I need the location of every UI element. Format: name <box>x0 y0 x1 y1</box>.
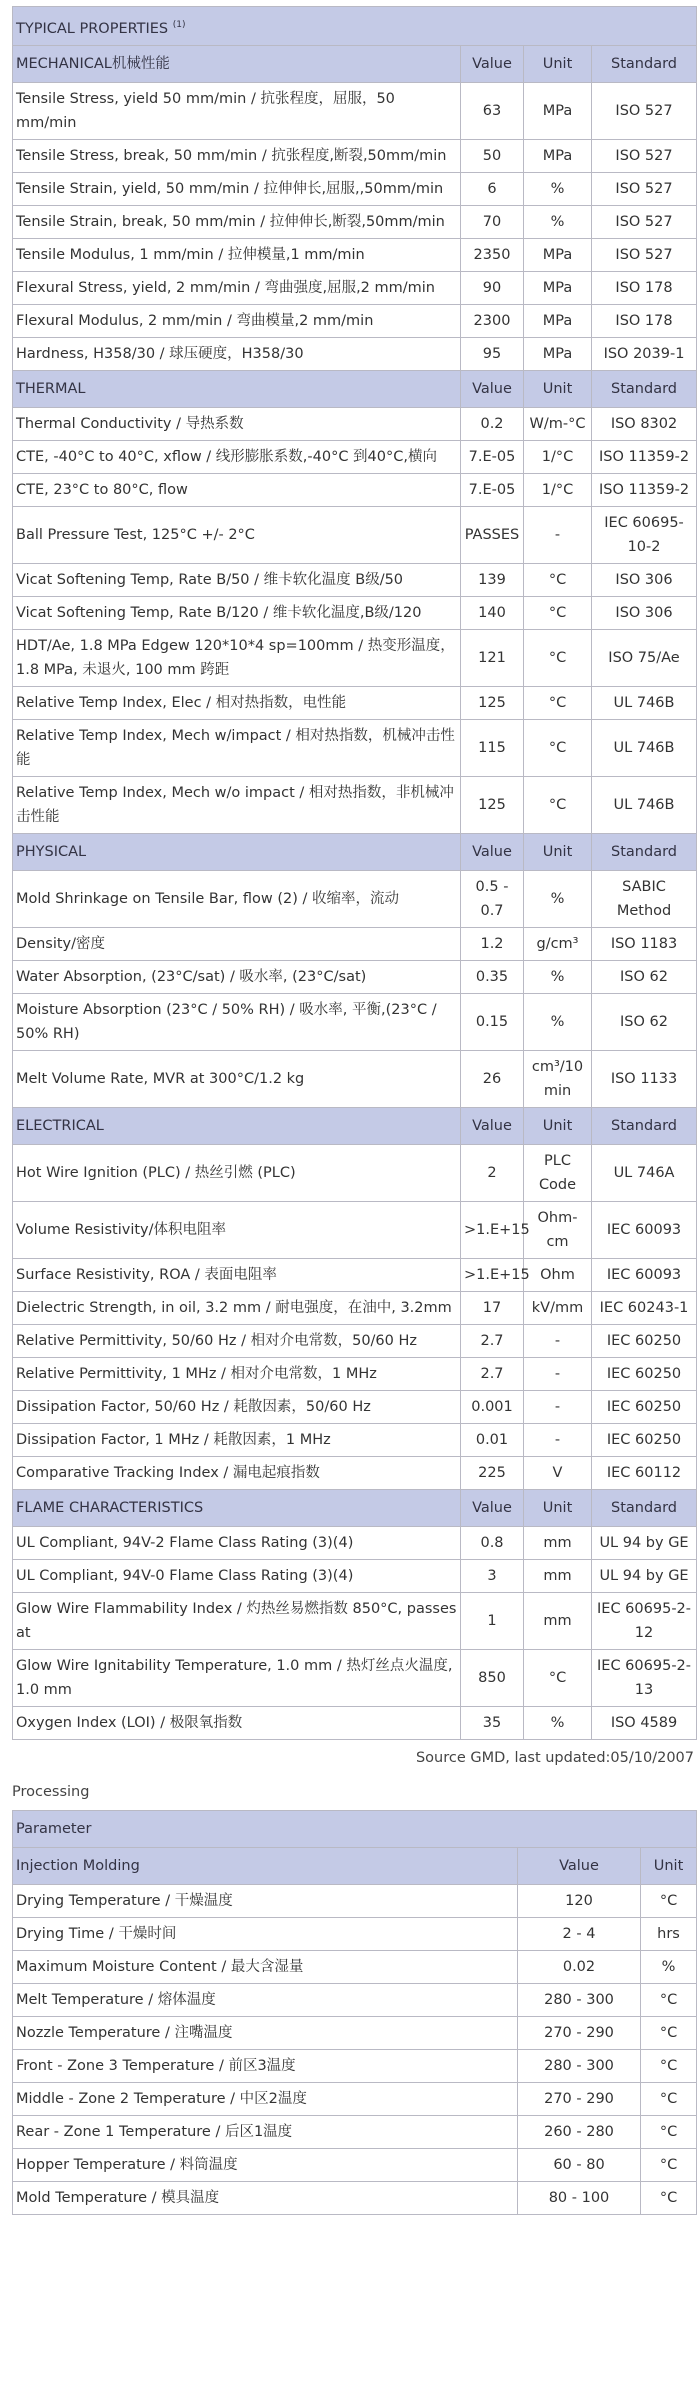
typical-properties-table <box>12 6 697 1740</box>
section-header-row <box>13 834 697 871</box>
table-row <box>13 507 697 564</box>
property-standard: IEC 60250 <box>592 1424 697 1457</box>
table-row <box>13 1527 697 1560</box>
property-value: 2.7 <box>461 1358 524 1391</box>
section-header-row <box>13 1108 697 1145</box>
property-standard: IEC 60250 <box>592 1391 697 1424</box>
table-row <box>13 2116 697 2149</box>
datasheet <box>12 6 696 2215</box>
property-name: CTE, -40°C to 40°C, xflow / 线形膨胀系数,-40°C 到40°C,横向 <box>13 441 461 474</box>
column-header: Standard <box>592 1490 697 1527</box>
table-row <box>13 928 697 961</box>
parameter-unit: °C <box>641 2182 697 2215</box>
section-name: MECHANICAL机械性能 <box>13 46 461 83</box>
property-name: Tensile Strain, break, 50 mm/min / 拉伸伸长,断裂,50mm/min <box>13 206 461 239</box>
property-standard: ISO 11359-2 <box>592 441 697 474</box>
table-row <box>13 140 697 173</box>
property-value: 50 <box>461 140 524 173</box>
property-value: 26 <box>461 1051 524 1108</box>
property-name: Hardness, H358/30 / 球压硬度，H358/30 <box>13 338 461 371</box>
table-row <box>13 1292 697 1325</box>
property-name: Tensile Stress, yield 50 mm/min / 抗张程度，屈服，50 mm/min <box>13 83 461 140</box>
section-header-row <box>13 371 697 408</box>
table-row <box>13 2017 697 2050</box>
property-name: Water Absorption, (23°C/sat) / 吸水率, (23°C/sat) <box>13 961 461 994</box>
property-value: 0.15 <box>461 994 524 1051</box>
property-standard: ISO 62 <box>592 994 697 1051</box>
column-header: Standard <box>592 46 697 83</box>
section-header-row <box>13 1490 697 1527</box>
property-value: 125 <box>461 777 524 834</box>
property-name: CTE, 23°C to 80°C, flow <box>13 474 461 507</box>
table-row <box>13 1145 697 1202</box>
parameter-value: 120 <box>518 1885 641 1918</box>
parameter-name: Drying Time / 干燥时间 <box>13 1918 518 1951</box>
property-value: 140 <box>461 597 524 630</box>
table-row <box>13 2083 697 2116</box>
table-title <box>13 7 697 46</box>
section-header-row <box>13 1848 697 1885</box>
property-name: Dielectric Strength, in oil, 3.2 mm / 耐电强度，在油中, 3.2mm <box>13 1292 461 1325</box>
property-standard: ISO 2039-1 <box>592 338 697 371</box>
parameter-unit: °C <box>641 1885 697 1918</box>
property-name: Melt Volume Rate, MVR at 300°C/1.2 kg <box>13 1051 461 1108</box>
parameter-value: 280 - 300 <box>518 2050 641 2083</box>
table-title-row <box>13 7 697 46</box>
property-standard: ISO 527 <box>592 239 697 272</box>
column-header: Standard <box>592 834 697 871</box>
property-name: Relative Temp Index, Elec / 相对热指数，电性能 <box>13 687 461 720</box>
parameter-unit: °C <box>641 2149 697 2182</box>
table-row <box>13 1593 697 1650</box>
property-standard: ISO 527 <box>592 206 697 239</box>
property-standard: ISO 62 <box>592 961 697 994</box>
property-standard: ISO 527 <box>592 173 697 206</box>
property-name: Glow Wire Ignitability Temperature, 1.0 mm / 热灯丝点火温度, 1.0 mm <box>13 1650 461 1707</box>
property-standard: IEC 60695-2-12 <box>592 1593 697 1650</box>
section-name: THERMAL <box>13 371 461 408</box>
table-row <box>13 597 697 630</box>
column-header: Value <box>461 371 524 408</box>
property-name: UL Compliant, 94V-2 Flame Class Rating (3)(4) <box>13 1527 461 1560</box>
property-value: 0.5 - 0.7 <box>461 871 524 928</box>
property-unit: Ohm-cm <box>524 1202 592 1259</box>
property-unit: g/cm³ <box>524 928 592 961</box>
property-value: 7.E-05 <box>461 474 524 507</box>
property-value: 2300 <box>461 305 524 338</box>
property-name: Thermal Conductivity / 导热系数 <box>13 408 461 441</box>
property-name: Hot Wire Ignition (PLC) / 热丝引燃 (PLC) <box>13 1145 461 1202</box>
property-name: Density/密度 <box>13 928 461 961</box>
property-name: Glow Wire Flammability Index / 灼热丝易燃指数 850°C, passes at <box>13 1593 461 1650</box>
table-row <box>13 720 697 777</box>
property-unit: % <box>524 206 592 239</box>
property-value: 7.E-05 <box>461 441 524 474</box>
property-standard: UL 746A <box>592 1145 697 1202</box>
property-value: 0.35 <box>461 961 524 994</box>
table-title-footnote: (1) <box>172 20 186 31</box>
property-value: 3 <box>461 1560 524 1593</box>
section-name: FLAME CHARACTERISTICS <box>13 1490 461 1527</box>
table-row <box>13 2182 697 2215</box>
property-standard: ISO 306 <box>592 597 697 630</box>
property-standard: IEC 60093 <box>592 1202 697 1259</box>
table-row <box>13 1707 697 1740</box>
property-unit: PLC Code <box>524 1145 592 1202</box>
property-standard: ISO 4589 <box>592 1707 697 1740</box>
property-value: 6 <box>461 173 524 206</box>
parameter-value: 2 - 4 <box>518 1918 641 1951</box>
property-unit: % <box>524 1707 592 1740</box>
table-row <box>13 1358 697 1391</box>
parameter-name: Front - Zone 3 Temperature / 前区3温度 <box>13 2050 518 2083</box>
section-name: PHYSICAL <box>13 834 461 871</box>
property-name: Ball Pressure Test, 125°C +/- 2°C <box>13 507 461 564</box>
parameter-unit: °C <box>641 2050 697 2083</box>
property-unit: MPa <box>524 272 592 305</box>
section-name: Injection Molding <box>13 1848 518 1885</box>
table-row <box>13 871 697 928</box>
property-unit: cm³/10 min <box>524 1051 592 1108</box>
table-row <box>13 1984 697 2017</box>
parameter-name: Melt Temperature / 熔体温度 <box>13 1984 518 2017</box>
parameter-unit: °C <box>641 2083 697 2116</box>
property-unit: MPa <box>524 338 592 371</box>
property-value: 125 <box>461 687 524 720</box>
property-value: 1.2 <box>461 928 524 961</box>
property-name: Relative Temp Index, Mech w/impact / 相对热指数，机械冲击性能 <box>13 720 461 777</box>
property-value: 115 <box>461 720 524 777</box>
parameter-value: 60 - 80 <box>518 2149 641 2182</box>
parameter-value: 280 - 300 <box>518 1984 641 2017</box>
property-standard: IEC 60250 <box>592 1325 697 1358</box>
property-standard: ISO 11359-2 <box>592 474 697 507</box>
property-standard: ISO 306 <box>592 564 697 597</box>
property-name: Relative Permittivity, 50/60 Hz / 相对介电常数，50/60 Hz <box>13 1325 461 1358</box>
table-row <box>13 1259 697 1292</box>
property-unit: - <box>524 1358 592 1391</box>
column-header: Value <box>518 1848 641 1885</box>
table-row <box>13 564 697 597</box>
source-note: Source GMD, last updated:05/10/2007 <box>415 1750 694 1766</box>
property-value: 0.001 <box>461 1391 524 1424</box>
property-standard: SABIC Method <box>592 871 697 928</box>
table-row <box>13 408 697 441</box>
table-title-text: TYPICAL PROPERTIES <box>16 21 169 37</box>
property-unit: % <box>524 994 592 1051</box>
property-name: Mold Shrinkage on Tensile Bar, flow (2) / 收缩率，流动 <box>13 871 461 928</box>
property-name: Flexural Modulus, 2 mm/min / 弯曲模量,2 mm/min <box>13 305 461 338</box>
property-unit: % <box>524 961 592 994</box>
parameter-label: Parameter <box>13 1811 697 1848</box>
property-name: Dissipation Factor, 1 MHz / 耗散因素，1 MHz <box>13 1424 461 1457</box>
table-row <box>13 687 697 720</box>
property-value: 2.7 <box>461 1325 524 1358</box>
property-value: 225 <box>461 1457 524 1490</box>
property-value: >1.E+15 <box>461 1259 524 1292</box>
property-name: Relative Temp Index, Mech w/o impact / 相对热指数，非机械冲击性能 <box>13 777 461 834</box>
table-row <box>13 961 697 994</box>
property-name: Vicat Softening Temp, Rate B/50 / 维卡软化温度 B级/50 <box>13 564 461 597</box>
parameter-value: 0.02 <box>518 1951 641 1984</box>
property-name: Relative Permittivity, 1 MHz / 相对介电常数，1 MHz <box>13 1358 461 1391</box>
property-unit: mm <box>524 1593 592 1650</box>
table-row <box>13 1051 697 1108</box>
processing-table <box>12 1810 697 2215</box>
section-name: ELECTRICAL <box>13 1108 461 1145</box>
property-unit: °C <box>524 564 592 597</box>
property-unit: 1/°C <box>524 474 592 507</box>
property-unit: - <box>524 507 592 564</box>
parameter-name: Rear - Zone 1 Temperature / 后区1温度 <box>13 2116 518 2149</box>
property-name: Tensile Stress, break, 50 mm/min / 抗张程度,断裂,50mm/min <box>13 140 461 173</box>
property-unit: Ohm <box>524 1259 592 1292</box>
property-standard: ISO 178 <box>592 305 697 338</box>
property-value: 2350 <box>461 239 524 272</box>
parameter-unit: °C <box>641 2017 697 2050</box>
column-header: Unit <box>524 371 592 408</box>
property-value: 0.2 <box>461 408 524 441</box>
property-unit: - <box>524 1391 592 1424</box>
property-standard: ISO 8302 <box>592 408 697 441</box>
property-value: 0.8 <box>461 1527 524 1560</box>
table-row <box>13 272 697 305</box>
table-row <box>13 474 697 507</box>
column-header: Unit <box>524 1490 592 1527</box>
property-unit: 1/°C <box>524 441 592 474</box>
table-row <box>13 206 697 239</box>
property-standard: IEC 60695-2-13 <box>592 1650 697 1707</box>
property-standard: UL 746B <box>592 777 697 834</box>
table-row <box>13 1391 697 1424</box>
property-unit: % <box>524 173 592 206</box>
property-standard: UL 94 by GE <box>592 1560 697 1593</box>
property-name: Vicat Softening Temp, Rate B/120 / 维卡软化温度,B级/120 <box>13 597 461 630</box>
parameter-name: Mold Temperature / 模具温度 <box>13 2182 518 2215</box>
parameter-name: Hopper Temperature / 料筒温度 <box>13 2149 518 2182</box>
property-standard: UL 94 by GE <box>592 1527 697 1560</box>
column-header: Unit <box>641 1848 697 1885</box>
property-standard: UL 746B <box>592 720 697 777</box>
table-row <box>13 1202 697 1259</box>
table-row <box>13 777 697 834</box>
parameter-unit: % <box>641 1951 697 1984</box>
property-name: Moisture Absorption (23°C / 50% RH) / 吸水率, 平衡,(23°C / 50% RH) <box>13 994 461 1051</box>
table-row <box>13 305 697 338</box>
column-header: Value <box>461 46 524 83</box>
property-standard: UL 746B <box>592 687 697 720</box>
table-row <box>13 1325 697 1358</box>
column-header: Value <box>461 1108 524 1145</box>
property-value: 850 <box>461 1650 524 1707</box>
property-value: 70 <box>461 206 524 239</box>
table-row <box>13 1885 697 1918</box>
property-value: PASSES <box>461 507 524 564</box>
property-value: 139 <box>461 564 524 597</box>
parameter-unit: °C <box>641 1984 697 2017</box>
property-name: HDT/Ae, 1.8 MPa Edgew 120*10*4 sp=100mm / 热变形温度，1.8 MPa, 未退火, 100 mm 跨距 <box>13 630 461 687</box>
table-row <box>13 1650 697 1707</box>
property-value: 0.01 <box>461 1424 524 1457</box>
property-unit: °C <box>524 777 592 834</box>
property-unit: MPa <box>524 140 592 173</box>
parameter-value: 260 - 280 <box>518 2116 641 2149</box>
column-header: Value <box>461 1490 524 1527</box>
column-header: Standard <box>592 1108 697 1145</box>
property-value: >1.E+15 <box>461 1202 524 1259</box>
table-row <box>13 2050 697 2083</box>
property-unit: W/m-°C <box>524 408 592 441</box>
property-unit: mm <box>524 1527 592 1560</box>
section-header-row <box>13 46 697 83</box>
property-standard: ISO 527 <box>592 140 697 173</box>
property-standard: IEC 60243-1 <box>592 1292 697 1325</box>
property-standard: IEC 60695-10-2 <box>592 507 697 564</box>
property-unit: MPa <box>524 83 592 140</box>
property-value: 2 <box>461 1145 524 1202</box>
property-value: 35 <box>461 1707 524 1740</box>
property-value: 90 <box>461 272 524 305</box>
parameter-name: Nozzle Temperature / 注嘴温度 <box>13 2017 518 2050</box>
table-row <box>13 338 697 371</box>
parameter-name: Middle - Zone 2 Temperature / 中区2温度 <box>13 2083 518 2116</box>
property-unit: °C <box>524 687 592 720</box>
table-row <box>13 1918 697 1951</box>
property-standard: IEC 60112 <box>592 1457 697 1490</box>
property-name: Dissipation Factor, 50/60 Hz / 耗散因素，50/60 Hz <box>13 1391 461 1424</box>
table-row <box>13 239 697 272</box>
column-header: Unit <box>524 1108 592 1145</box>
property-name: Oxygen Index (LOI) / 极限氧指数 <box>13 1707 461 1740</box>
property-value: 121 <box>461 630 524 687</box>
property-unit: °C <box>524 630 592 687</box>
table-row <box>13 1424 697 1457</box>
parameter-row <box>13 1811 697 1848</box>
parameter-name: Maximum Moisture Content / 最大含湿量 <box>13 1951 518 1984</box>
property-standard: IEC 60093 <box>592 1259 697 1292</box>
property-unit: MPa <box>524 239 592 272</box>
property-unit: % <box>524 871 592 928</box>
parameter-value: 270 - 290 <box>518 2083 641 2116</box>
table-row <box>13 630 697 687</box>
column-header: Unit <box>524 834 592 871</box>
table-row <box>13 1951 697 1984</box>
property-name: Flexural Stress, yield, 2 mm/min / 弯曲强度,屈服,2 mm/min <box>13 272 461 305</box>
table-row <box>13 2149 697 2182</box>
property-name: Comparative Tracking Index / 漏电起痕指数 <box>13 1457 461 1490</box>
property-unit: °C <box>524 1650 592 1707</box>
parameter-unit: hrs <box>641 1918 697 1951</box>
property-unit: - <box>524 1424 592 1457</box>
parameter-value: 270 - 290 <box>518 2017 641 2050</box>
property-standard: ISO 1183 <box>592 928 697 961</box>
property-standard: ISO 75/Ae <box>592 630 697 687</box>
property-unit: °C <box>524 597 592 630</box>
table-row <box>13 441 697 474</box>
table-row <box>13 1457 697 1490</box>
property-unit: V <box>524 1457 592 1490</box>
property-name: Tensile Modulus, 1 mm/min / 拉伸模量,1 mm/min <box>13 239 461 272</box>
table-row <box>13 994 697 1051</box>
table-row <box>13 173 697 206</box>
parameter-unit: °C <box>641 2116 697 2149</box>
column-header: Value <box>461 834 524 871</box>
property-name: Tensile Strain, yield, 50 mm/min / 拉伸伸长,屈服,,50mm/min <box>13 173 461 206</box>
property-unit: MPa <box>524 305 592 338</box>
column-header: Standard <box>592 371 697 408</box>
property-standard: ISO 178 <box>592 272 697 305</box>
property-standard: IEC 60250 <box>592 1358 697 1391</box>
property-standard: ISO 1133 <box>592 1051 697 1108</box>
column-header: Unit <box>524 46 592 83</box>
property-value: 1 <box>461 1593 524 1650</box>
property-unit: °C <box>524 720 592 777</box>
parameter-name: Drying Temperature / 干燥温度 <box>13 1885 518 1918</box>
property-name: UL Compliant, 94V-0 Flame Class Rating (3)(4) <box>13 1560 461 1593</box>
processing-title: Processing <box>12 1784 90 1800</box>
table-row <box>13 83 697 140</box>
table-row <box>13 1560 697 1593</box>
property-unit: kV/mm <box>524 1292 592 1325</box>
property-unit: mm <box>524 1560 592 1593</box>
property-name: Volume Resistivity/体积电阻率 <box>13 1202 461 1259</box>
property-value: 63 <box>461 83 524 140</box>
property-name: Surface Resistivity, ROA / 表面电阻率 <box>13 1259 461 1292</box>
property-standard: ISO 527 <box>592 83 697 140</box>
parameter-value: 80 - 100 <box>518 2182 641 2215</box>
property-value: 95 <box>461 338 524 371</box>
property-value: 17 <box>461 1292 524 1325</box>
property-unit: - <box>524 1325 592 1358</box>
